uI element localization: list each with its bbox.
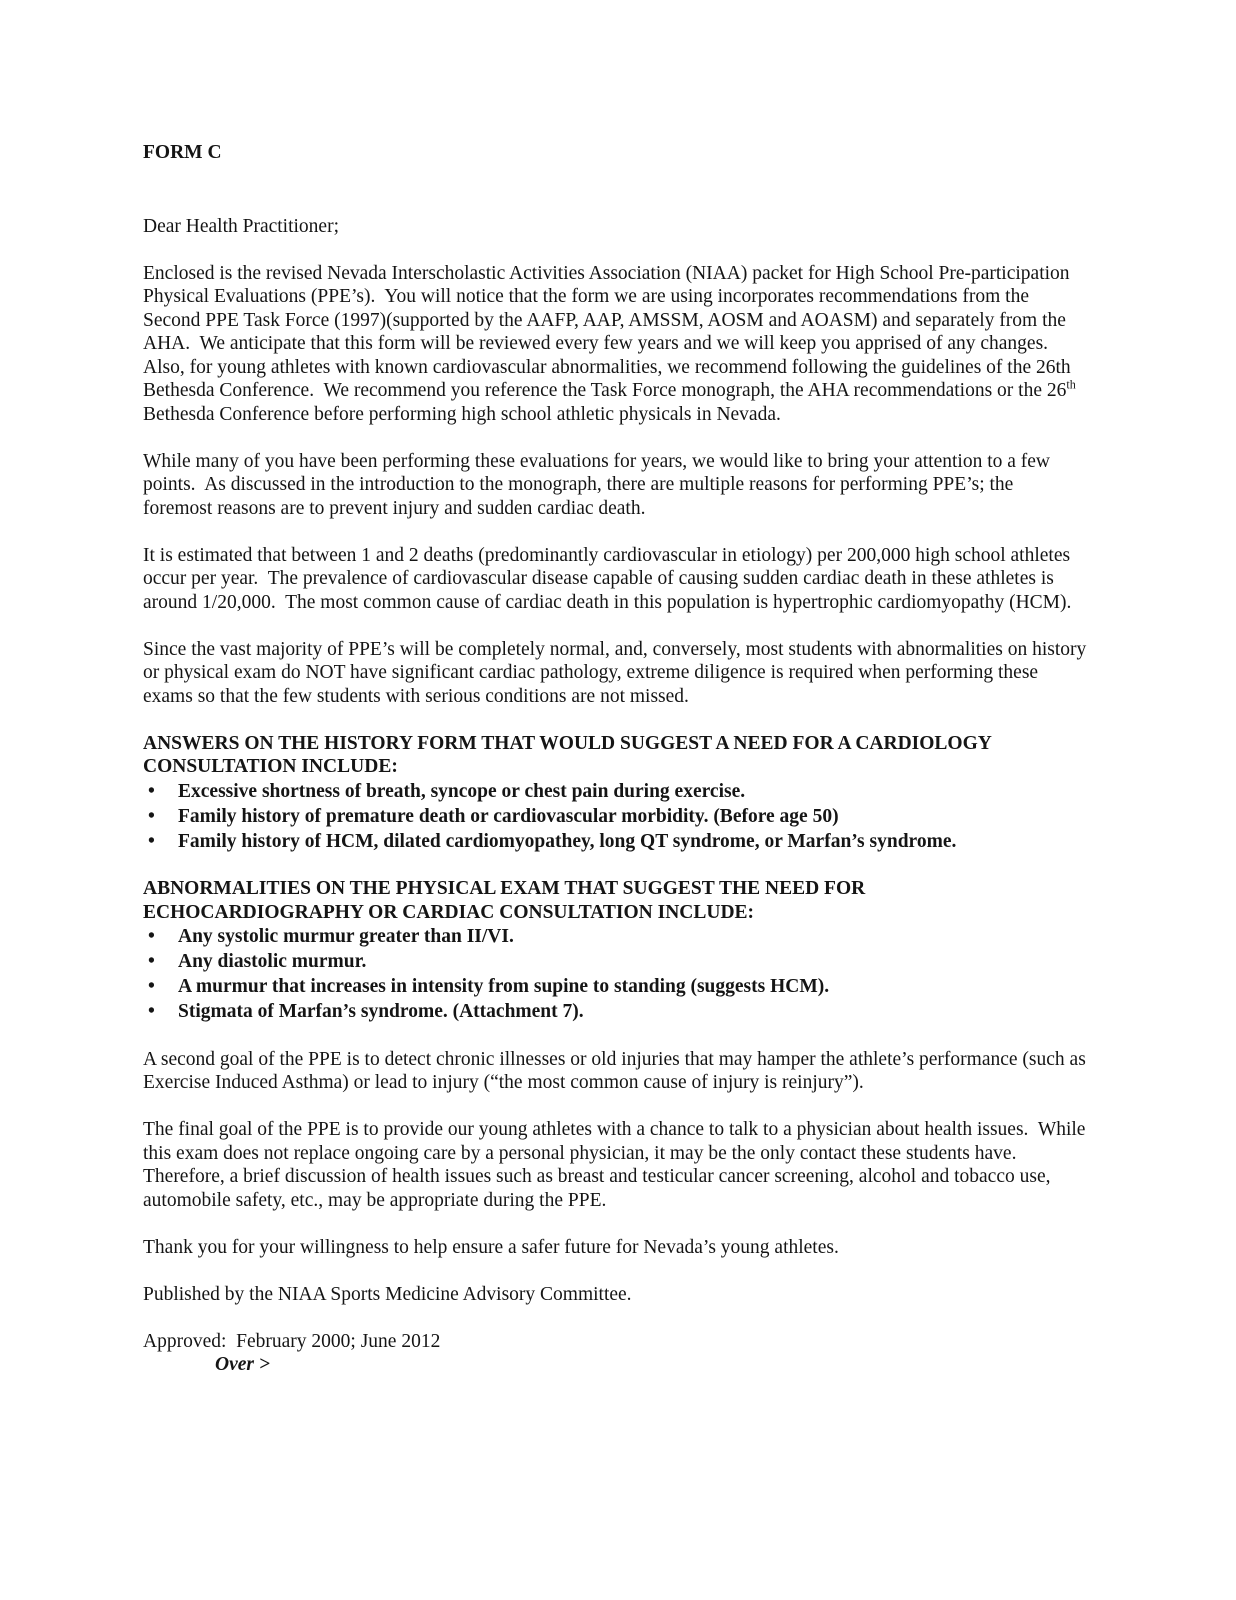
list-item <box>143 949 1087 974</box>
list-item-text: Any systolic murmur greater than II/VI. <box>178 926 514 947</box>
paragraph-while-many: While many of you have been performing these evaluations for years, we would like to bring your attention to a few points. As discussed in the introduction to the monograph, there are multiple reasons for performing PPE’s; the foremost reasons are to prevent injury and sudden cardiac death. <box>143 450 1055 519</box>
paragraph-estimated-deaths: It is estimated that between 1 and 2 deaths (predominantly cardiovascular in etiology) per 200,000 high school athletes occur per year. The prevalence of cardiovascular disease capable of causing sudden cardiac death in these athletes is around 1/20,000. The most common cause of cardiac death in this population is hypertrophic cardiomyopathy (HCM). <box>143 544 1075 613</box>
history-section-heading: ANSWERS ON THE HISTORY FORM THAT WOULD SUGGEST A NEED FOR A CARDIOLOGY CONSULTATION INCLUDE: <box>143 732 996 777</box>
approved-line: Approved: February 2000; June 2012 <box>143 1330 441 1352</box>
list-item-text: Any diastolic murmur. <box>178 951 367 972</box>
list-item <box>143 779 1087 804</box>
list-item <box>143 924 1087 949</box>
list-item <box>143 974 1087 999</box>
list-item-text: Family history of HCM, dilated cardiomyopathey, long QT syndrome, or Marfan’s syndrome. <box>178 830 957 852</box>
superscript-th: th <box>1066 377 1076 392</box>
bullet-icon: • <box>148 951 155 972</box>
paragraph-thank-you: Thank you for your willingness to help ensure a safer future for Nevada’s young athletes. <box>143 1236 839 1258</box>
bullet-icon: • <box>148 780 155 802</box>
letter-content <box>143 141 1092 1377</box>
list-item-text: Excessive shortness of breath, syncope or chest pain during exercise. <box>178 780 746 802</box>
bullet-icon: • <box>148 830 155 852</box>
form-title: FORM C <box>143 142 222 163</box>
paragraph-since-majority: Since the vast majority of PPE’s will be completely normal, and, conversely, most students with abnormalities on history or physical exam do NOT have significant cardiac pathology, extreme diligence is required when performing these exams so that the few students with serious conditions are not missed. <box>143 638 1092 707</box>
paragraph-published-by: Published by the NIAA Sports Medicine Advisory Committee. <box>143 1283 632 1305</box>
bullet-icon: • <box>148 976 155 997</box>
exam-section-heading: ABNORMALITIES ON THE PHYSICAL EXAM THAT SUGGEST THE NEED FOR ECHOCARDIOGRAPHY OR CARDIAC CONSULTATION INCLUDE: <box>143 878 871 923</box>
list-item-text: Stigmata of Marfan’s syndrome. (Attachment 7). <box>178 1001 584 1022</box>
bullet-icon: • <box>148 926 155 947</box>
paragraph-second-goal: A second goal of the PPE is to detect chronic illnesses or old injuries that may hamper the athlete’s performance (such as Exercise Induced Asthma) or lead to injury (“the most common cause of injury is reinjury”). <box>143 1048 1091 1093</box>
paragraph-enclosed-text: Enclosed is the revised Nevada Interscholastic Activities Association (NIAA) packet for High School Pre-participation Physical Evaluations (PPE’s). You will notice that the form we are using incorporates recommendations from the Second PPE Task Force (1997)(supported by the AAFP, AAP, AMSSM, AOSM and AOASM) and separately from the AHA. We anticipate that this form will be reviewed every few years and we will keep you apprised of any changes. Also, for young athletes with known cardiovascular abnormalities, we recommend following the guidelines of the 26th Bethesda Conference. We recommend you reference the Task Force monograph, the AHA recommendations or the 26 <box>143 262 1076 401</box>
history-bullet-list <box>143 779 1087 854</box>
list-item-text: A murmur that increases in intensity from supine to standing (suggests HCM). <box>178 976 830 997</box>
list-item <box>143 804 1087 829</box>
paragraph-final-goal: The final goal of the PPE is to provide our young athletes with a chance to talk to a physician about health issues. While this exam does not replace ongoing care by a personal physician, it may be the only contact these students have. Therefore, a brief discussion of health issues such as breast and testicular cancer screening, alcohol and tobacco use, automobile safety, etc., may be appropriate during the PPE. <box>143 1119 1091 1211</box>
bullet-icon: • <box>148 805 155 827</box>
exam-bullet-list <box>143 924 1087 1024</box>
bullet-icon: • <box>148 1001 155 1022</box>
paragraph-enclosed-text-end: Bethesda Conference before performing high school athletic physicals in Nevada. <box>143 380 1081 425</box>
salutation: Dear Health Practitioner; <box>143 215 339 237</box>
list-item <box>143 829 1087 854</box>
list-item <box>143 999 1087 1024</box>
list-item-text: Family history of premature death or cardiovascular morbidity. (Before age 50) <box>178 805 839 827</box>
paragraph-enclosed <box>143 262 1087 427</box>
over-label: Over > <box>215 1354 270 1375</box>
